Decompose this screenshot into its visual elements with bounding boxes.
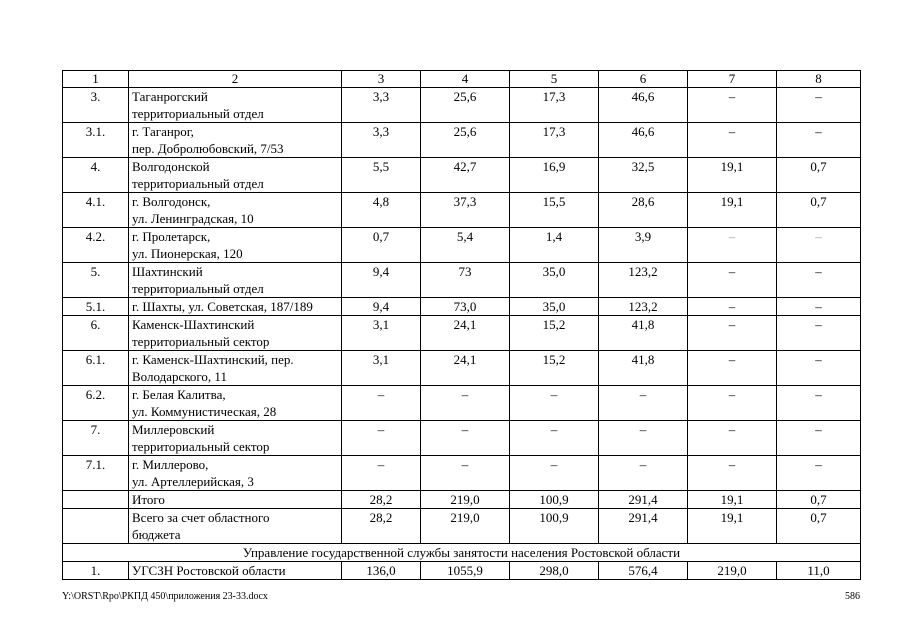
row-number	[63, 509, 129, 544]
row-name-line: г. Пролетарск,	[132, 229, 211, 244]
value-cell: 37,3	[421, 193, 510, 228]
value-cell: –	[777, 456, 861, 491]
row-name	[129, 316, 342, 351]
row-name	[129, 386, 342, 421]
value-cell: 219,0	[421, 491, 510, 509]
row-name-line: ул. Артеллерийская, 3	[132, 474, 254, 489]
value-cell: –	[510, 386, 599, 421]
row-name	[129, 456, 342, 491]
row-name-line: Всего за счет областного	[132, 510, 270, 525]
row-name-line: ул. Пионерская, 120	[132, 246, 243, 261]
value-cell: 136,0	[342, 562, 421, 580]
row-name-line: Володарского, 11	[132, 369, 227, 384]
value-cell: –	[342, 421, 421, 456]
value-cell: 41,8	[599, 351, 688, 386]
value-cell: –	[421, 421, 510, 456]
row-name-line: Таганрогский	[132, 89, 208, 104]
value-cell: –	[421, 456, 510, 491]
row-name-line: пер. Добролюбовский, 7/53	[132, 141, 284, 156]
value-cell: 16,9	[510, 158, 599, 193]
row-number: 4.1.	[63, 193, 129, 228]
row-number: 6.	[63, 316, 129, 351]
row-name-line: г. Белая Калитва,	[132, 387, 226, 402]
row-name-line: территориальный сектор	[132, 334, 270, 349]
header-cell: 1	[63, 71, 129, 88]
row-name-line: ул. Коммунистическая, 28	[132, 404, 277, 419]
value-cell: –	[688, 386, 777, 421]
value-cell: 19,1	[688, 491, 777, 509]
row-number: 5.1.	[63, 298, 129, 316]
value-cell: 25,6	[421, 88, 510, 123]
value-cell: 1,4	[510, 228, 599, 263]
row-name	[129, 88, 342, 123]
value-cell: 576,4	[599, 562, 688, 580]
table-row	[63, 193, 861, 228]
value-cell: –	[421, 386, 510, 421]
value-cell: 17,3	[510, 88, 599, 123]
data-table	[62, 70, 861, 580]
row-name	[129, 263, 342, 298]
value-cell: –	[777, 263, 861, 298]
value-cell: 17,3	[510, 123, 599, 158]
value-cell: –	[599, 386, 688, 421]
value-cell: 100,9	[510, 491, 599, 509]
value-cell: 100,9	[510, 509, 599, 544]
row-number: 7.1.	[63, 456, 129, 491]
value-cell: –	[688, 228, 777, 263]
row-name-line: Миллеровский	[132, 422, 215, 437]
row-name-line: г. Волгодонск,	[132, 194, 211, 209]
value-cell: 15,5	[510, 193, 599, 228]
value-cell: 298,0	[510, 562, 599, 580]
value-cell: –	[688, 298, 777, 316]
row-name-line: Итого	[132, 492, 165, 507]
table-row	[63, 263, 861, 298]
row-number: 1.	[63, 562, 129, 580]
table-row	[63, 386, 861, 421]
header-cell: 4	[421, 71, 510, 88]
footer-page-number: 586	[845, 591, 860, 602]
value-cell: 219,0	[421, 509, 510, 544]
value-cell: –	[777, 88, 861, 123]
value-cell: 1055,9	[421, 562, 510, 580]
value-cell: –	[342, 386, 421, 421]
row-number: 6.2.	[63, 386, 129, 421]
value-cell: –	[688, 263, 777, 298]
row-name-line: Волгодонской	[132, 159, 210, 174]
value-cell: 5,5	[342, 158, 421, 193]
value-cell: 3,3	[342, 123, 421, 158]
table-row	[63, 123, 861, 158]
value-cell: 73,0	[421, 298, 510, 316]
row-name-line: территориальный отдел	[132, 281, 264, 296]
row-name	[129, 298, 342, 316]
value-cell: 5,4	[421, 228, 510, 263]
value-cell: –	[777, 298, 861, 316]
value-cell: –	[777, 123, 861, 158]
value-cell: –	[342, 456, 421, 491]
value-cell: –	[688, 351, 777, 386]
row-number: 4.2.	[63, 228, 129, 263]
value-cell: 123,2	[599, 263, 688, 298]
table-row	[63, 88, 861, 123]
value-cell: 0,7	[777, 193, 861, 228]
header-cell: 8	[777, 71, 861, 88]
section-title: Управление государственной службы занятости населения Ростовской области	[63, 544, 861, 562]
table-row	[63, 491, 861, 509]
row-name-line: ул. Ленинградская, 10	[132, 211, 254, 226]
value-cell: 35,0	[510, 263, 599, 298]
table-row	[63, 562, 861, 580]
header-cell: 2	[129, 71, 342, 88]
row-name-line: г. Шахты, ул. Советская, 187/189	[132, 299, 313, 314]
value-cell: –	[688, 123, 777, 158]
row-number: 3.1.	[63, 123, 129, 158]
row-name	[129, 491, 342, 509]
value-cell: 25,6	[421, 123, 510, 158]
header-cell: 5	[510, 71, 599, 88]
value-cell: 19,1	[688, 193, 777, 228]
value-cell: 19,1	[688, 158, 777, 193]
table-row	[63, 351, 861, 386]
row-number: 3.	[63, 88, 129, 123]
row-name	[129, 158, 342, 193]
value-cell: –	[777, 228, 861, 263]
header-cell: 6	[599, 71, 688, 88]
value-cell: 0,7	[342, 228, 421, 263]
value-cell: 0,7	[777, 509, 861, 544]
value-cell: 73	[421, 263, 510, 298]
row-name	[129, 193, 342, 228]
row-number	[63, 491, 129, 509]
row-name-line: территориальный отдел	[132, 176, 264, 191]
value-cell: 3,9	[599, 228, 688, 263]
row-name-line: Каменск-Шахтинский	[132, 317, 255, 332]
value-cell: 0,7	[777, 158, 861, 193]
row-name-line: г. Таганрог,	[132, 124, 194, 139]
table-row	[63, 316, 861, 351]
value-cell: –	[599, 456, 688, 491]
value-cell: 291,4	[599, 491, 688, 509]
value-cell: 15,2	[510, 316, 599, 351]
header-cell: 3	[342, 71, 421, 88]
value-cell: –	[777, 316, 861, 351]
value-cell: 35,0	[510, 298, 599, 316]
value-cell: 9,4	[342, 263, 421, 298]
value-cell: 0,7	[777, 491, 861, 509]
row-name	[129, 509, 342, 544]
footer-file-path: Y:\ORST\Rpo\РКПД 450\приложения 23-33.docx	[62, 591, 268, 602]
row-name-line: территориальный сектор	[132, 439, 270, 454]
value-cell: 291,4	[599, 509, 688, 544]
row-name	[129, 123, 342, 158]
row-number: 7.	[63, 421, 129, 456]
value-cell: 42,7	[421, 158, 510, 193]
value-cell: 219,0	[688, 562, 777, 580]
row-name-line: бюджета	[132, 527, 181, 542]
value-cell: –	[777, 386, 861, 421]
value-cell: –	[688, 316, 777, 351]
header-cell: 7	[688, 71, 777, 88]
row-number: 6.1.	[63, 351, 129, 386]
value-cell: 46,6	[599, 123, 688, 158]
row-name-line: г. Каменск-Шахтинский, пер.	[132, 352, 294, 367]
value-cell: 15,2	[510, 351, 599, 386]
value-cell: 41,8	[599, 316, 688, 351]
table-row	[63, 158, 861, 193]
row-name	[129, 421, 342, 456]
value-cell: –	[777, 421, 861, 456]
row-name-line: Шахтинский	[132, 264, 203, 279]
value-cell: –	[777, 351, 861, 386]
value-cell: –	[599, 421, 688, 456]
value-cell: 11,0	[777, 562, 861, 580]
value-cell: 28,2	[342, 491, 421, 509]
section-row	[63, 544, 861, 562]
row-name-line: г. Миллерово,	[132, 457, 209, 472]
value-cell: 28,2	[342, 509, 421, 544]
header-row	[63, 71, 861, 88]
value-cell: –	[688, 421, 777, 456]
value-cell: 46,6	[599, 88, 688, 123]
value-cell: 32,5	[599, 158, 688, 193]
row-name: УГСЗН Ростовской области	[129, 562, 342, 580]
value-cell: 9,4	[342, 298, 421, 316]
table-row	[63, 228, 861, 263]
row-number: 5.	[63, 263, 129, 298]
value-cell: 3,1	[342, 351, 421, 386]
row-name	[129, 351, 342, 386]
row-number: 4.	[63, 158, 129, 193]
table-row	[63, 298, 861, 316]
row-name	[129, 228, 342, 263]
value-cell: 123,2	[599, 298, 688, 316]
value-cell: 24,1	[421, 351, 510, 386]
table-row	[63, 421, 861, 456]
value-cell: –	[510, 456, 599, 491]
value-cell: –	[688, 88, 777, 123]
value-cell: 3,3	[342, 88, 421, 123]
table-row	[63, 456, 861, 491]
table-row	[63, 509, 861, 544]
value-cell: 3,1	[342, 316, 421, 351]
row-name-line: территориальный отдел	[132, 106, 264, 121]
value-cell: 19,1	[688, 509, 777, 544]
value-cell: 28,6	[599, 193, 688, 228]
value-cell: –	[688, 456, 777, 491]
value-cell: –	[510, 421, 599, 456]
value-cell: 4,8	[342, 193, 421, 228]
value-cell: 24,1	[421, 316, 510, 351]
